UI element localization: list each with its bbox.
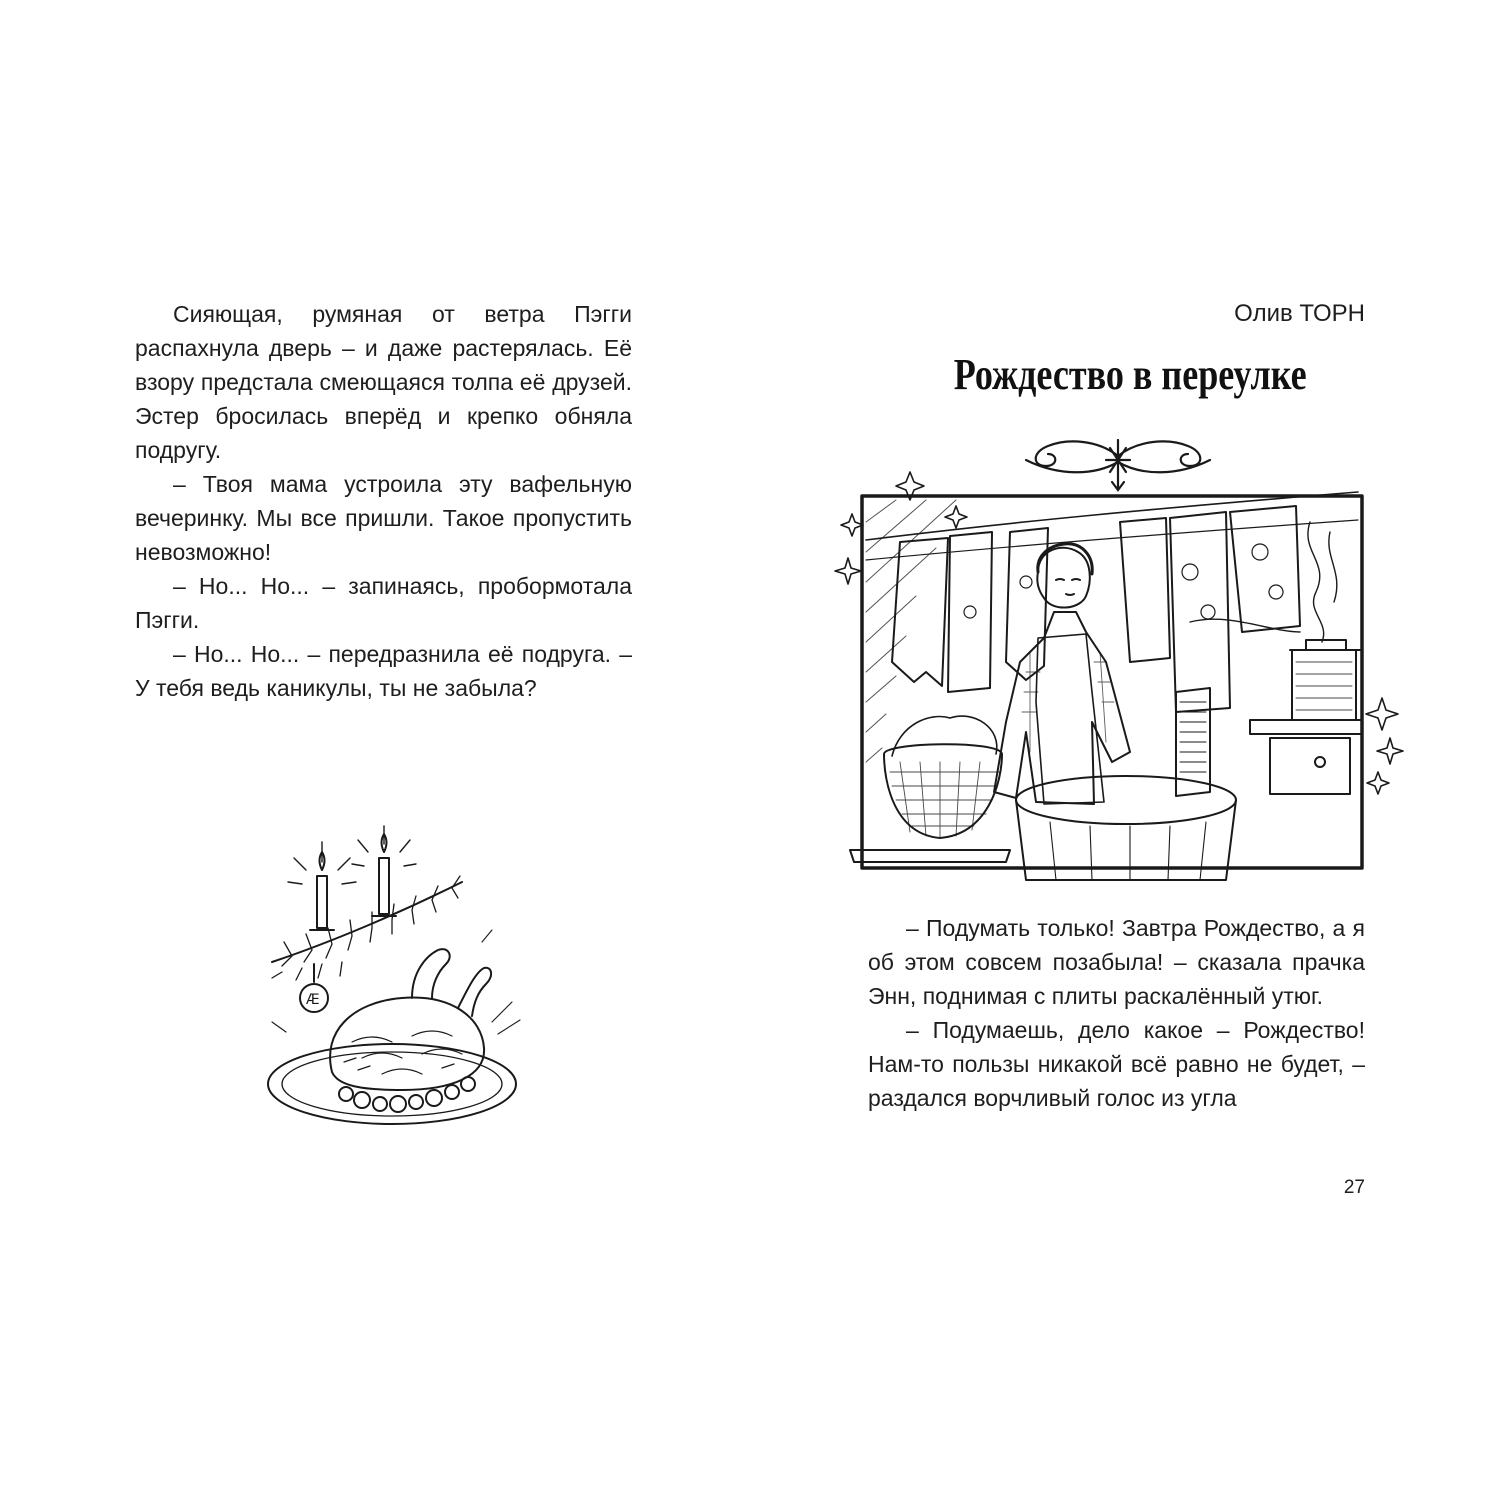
author-name: Олив ТОРН <box>1234 300 1365 327</box>
story-title: Рождество в переулке <box>953 350 1307 399</box>
paragraph: – Твоя мама устроила эту вафельную вечеринку. Мы все пришли. Такое пропустить невозможно! <box>135 471 632 565</box>
paragraph: – Подумаешь, дело какое – Рождество! Нам-то пользы никакой всё равно не будет, – раздался ворчливый голос из угла <box>868 1017 1365 1111</box>
paragraph: – Подумать только! Завтра Рождество, а я об этом совсем позабыла! – сказала прачка Энн, поднимая с плиты раскалённый утюг. <box>868 915 1365 1009</box>
right-page <box>750 0 1500 1500</box>
roast-goose-candles-icon <box>262 822 532 1140</box>
left-page-text <box>135 297 632 705</box>
paragraph: – Но... Но... – запинаясь, пробормотала Пэгги. <box>135 573 632 633</box>
right-page-text <box>868 911 1365 1115</box>
paragraph: – Но... Но... – передразнила её подруга. – У тебя ведь каникулы, ты не забыла? <box>135 641 632 701</box>
page-number: 27 <box>1343 1177 1365 1198</box>
svg-text:Æ: Æ <box>306 992 320 1008</box>
paragraph: Сияющая, румяная от ветра Пэгги распахнула дверь – и даже растерялась. Её взору предстала смеющаяся толпа её друзей. Эстер бросилась вперёд и крепко обняла подругу. <box>135 301 632 463</box>
laundress-washing-icon <box>830 462 1470 892</box>
